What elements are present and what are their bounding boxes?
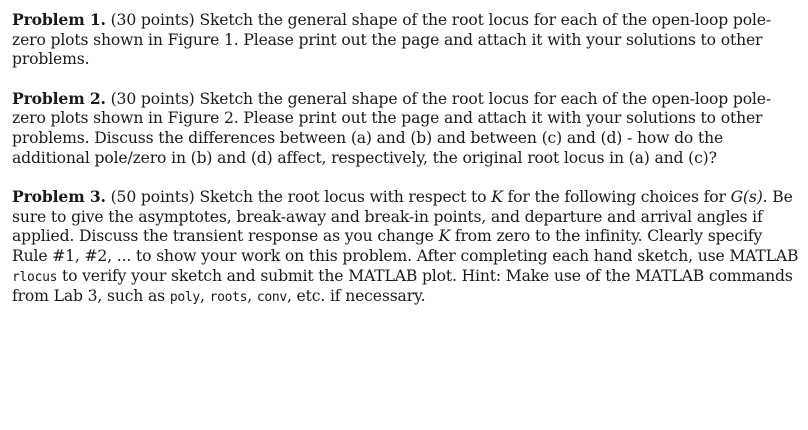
problem-2 bbox=[12, 89, 802, 168]
variable-k: K bbox=[491, 188, 503, 207]
problem-3-text-6: , etc. if necessary. bbox=[286, 287, 426, 306]
problem-2-title: Problem 2. bbox=[12, 88, 106, 108]
problem-2-text: Sketch the general shape of the root locus for each of the open-loop pole-zero plots shown in Figure 2. Please print out the page and attach it with your solutions to other problems. Discuss the differences between (a) and (b) and between (c) and (d) - how do the additional pole/zero in (b) and (d) affect, respectively, the original root locus in (a) and (c)? bbox=[12, 89, 771, 167]
problem-1-title: Problem 1. bbox=[12, 10, 106, 29]
code-conv: conv bbox=[256, 290, 287, 306]
problem-1 bbox=[12, 10, 802, 70]
problem-3-text-3: . Be sure to give the asymptotes, break-away and break-in points, and departure and arrival angles if applied. Discuss the transient response as you change bbox=[12, 188, 793, 246]
problem-2-points: (30 points) bbox=[110, 89, 195, 108]
code-poly: poly bbox=[169, 290, 200, 306]
problem-3-text-2: for the following choices for bbox=[507, 188, 726, 207]
code-rlocus: rlocus bbox=[12, 269, 58, 285]
problem-3-text-5: to verify your sketch and submit the MATLAB plot. Hint: Make use of the MATLAB commands from Lab 3, such as bbox=[12, 266, 793, 306]
document-page bbox=[12, 10, 802, 308]
problem-3-points: (50 points) bbox=[110, 188, 195, 207]
code-roots: roots bbox=[209, 290, 248, 306]
problem-1-text: Sketch the general shape of the root locus for each of the open-loop pole-zero plots shown in Figure 1. Please print out the page and attach it with your solutions to other problems. bbox=[12, 11, 771, 69]
variable-g-of-s: G(s) bbox=[730, 188, 763, 207]
problem-3-text-4: from zero to the infinity. Clearly specify Rule #1, #2, ... to show your work on this problem. After completing each hand sketch, use MATLAB bbox=[12, 227, 799, 265]
variable-k-2: K bbox=[438, 227, 451, 246]
problem-3-text-1: Sketch the root locus with respect to bbox=[199, 188, 487, 207]
problem-3-title: Problem 3. bbox=[12, 187, 106, 207]
problem-3: Problem 3. (50 points) Sketch the root locus with respect to K for the following choices for G(s). Be sure to give the asymptotes, break-away and break-in points, and departure and arrival angles if applied. Discuss the transient response as you change K from zero to the infinity. Clearly specify Rule #1, #2, ... to show your work on this problem. After completing each hand sketch, use MATLAB rlocus to verify your sketch and submit the MATLAB plot. Hint: Make use of the MATLAB commands from Lab 3, such as poly, roots, conv, etc. if necessary. bbox=[12, 187, 799, 306]
problem-1-points: (30 points) bbox=[110, 11, 195, 29]
